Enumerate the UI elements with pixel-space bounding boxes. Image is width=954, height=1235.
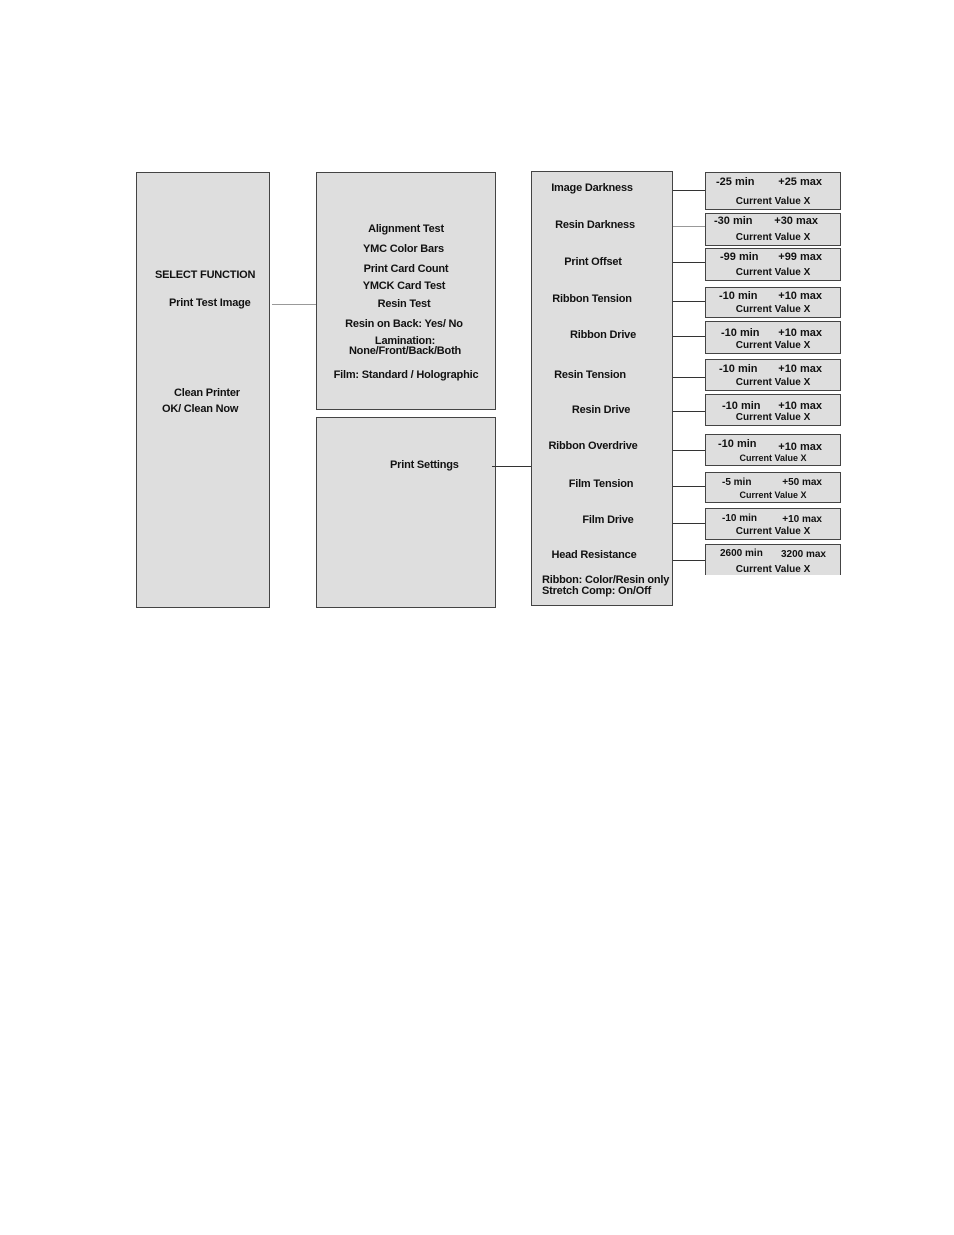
value-min: -10 min — [718, 438, 757, 450]
select-function-label: SELECT FUNCTION — [155, 269, 256, 281]
setting-item[interactable]: Ribbon Drive — [569, 329, 637, 341]
connector-setting-value — [673, 377, 705, 378]
connector-setting-value — [673, 336, 705, 337]
value-current: Current Value X — [739, 453, 807, 463]
print-settings-item[interactable]: Print Settings — [390, 459, 459, 471]
connector-print-settings — [492, 466, 531, 467]
connector-setting-value — [673, 226, 705, 227]
value-box-film-drive — [705, 508, 841, 540]
test-menu-item[interactable]: Resin Test — [377, 298, 431, 310]
value-current: Current Value X — [735, 377, 811, 388]
test-menu-item[interactable]: Film: Standard / Holographic — [333, 369, 479, 381]
value-min: 2600 min — [720, 548, 763, 559]
value-max: +10 max — [778, 290, 822, 302]
value-current: Current Value X — [735, 564, 811, 575]
connector-setting-value — [673, 560, 705, 561]
value-box-resin-darkness — [705, 213, 841, 246]
value-current: Current Value X — [735, 267, 811, 278]
test-menu-item[interactable]: Lamination: — [374, 335, 436, 347]
test-menu-item[interactable]: Print Card Count — [363, 263, 449, 275]
print-settings-panel — [316, 417, 496, 608]
connector-setting-value — [673, 486, 705, 487]
print-test-image-item[interactable]: Print Test Image — [169, 297, 251, 309]
clean-printer-item[interactable]: Clean Printer — [174, 387, 240, 399]
value-min: -5 min — [722, 477, 752, 488]
value-min: -10 min — [722, 400, 761, 412]
test-menu-item[interactable]: None/Front/Back/Both — [348, 345, 462, 357]
setting-item[interactable]: Film Tension — [568, 478, 634, 490]
value-box-print-offset — [705, 248, 841, 281]
connector-setting-value — [673, 301, 705, 302]
value-max: +25 max — [778, 176, 822, 188]
value-max: +10 max — [778, 327, 822, 339]
ok-clean-now-item[interactable]: OK/ Clean Now — [162, 403, 239, 415]
connector-setting-value — [673, 190, 705, 191]
setting-item[interactable]: Ribbon Overdrive — [548, 440, 638, 452]
value-box-ribbon-drive — [705, 321, 841, 354]
test-menu-item[interactable]: Resin on Back: Yes/ No — [345, 318, 463, 330]
test-menu-item[interactable]: Alignment Test — [368, 223, 444, 235]
value-min: -10 min — [721, 327, 760, 339]
value-min: -99 min — [720, 251, 759, 263]
value-max: +99 max — [778, 251, 822, 263]
connector-setting-value — [673, 450, 705, 451]
setting-item[interactable]: Head Resistance — [551, 549, 637, 561]
setting-item[interactable]: Image Darkness — [551, 182, 633, 194]
value-min: -10 min — [722, 513, 758, 524]
value-min: -30 min — [714, 215, 753, 227]
value-current: Current Value X — [735, 526, 811, 537]
test-menu-item[interactable]: YMCK Card Test — [362, 280, 446, 292]
value-box-film-tension — [705, 472, 841, 503]
setting-item[interactable]: Film Drive — [582, 514, 634, 526]
setting-item[interactable]: Resin Darkness — [555, 219, 635, 231]
connector-setting-value — [673, 411, 705, 412]
value-max: 3200 max — [780, 549, 826, 560]
ribbon-mode-item[interactable]: Ribbon: Color/Resin only — [542, 574, 670, 586]
test-menu-item[interactable]: YMC Color Bars — [363, 243, 444, 255]
value-box-resin-drive — [705, 394, 841, 426]
value-max: +10 max — [778, 400, 822, 412]
value-max: +50 max — [782, 477, 822, 488]
stretch-comp-item[interactable]: Stretch Comp: On/Off — [542, 585, 652, 597]
setting-item[interactable]: Resin Tension — [554, 369, 626, 381]
setting-item[interactable]: Ribbon Tension — [552, 293, 632, 305]
value-box-image-darkness — [705, 172, 841, 210]
value-box-ribbon-overdrive — [705, 434, 841, 466]
connector-setting-value — [673, 262, 705, 263]
value-current: Current Value X — [739, 490, 807, 500]
value-max: +30 max — [774, 215, 818, 227]
value-current: Current Value X — [735, 340, 811, 351]
value-max: +10 max — [782, 514, 822, 525]
value-box-ribbon-tension — [705, 287, 841, 318]
value-max: +10 max — [778, 441, 822, 453]
connector-print-test-image — [272, 304, 316, 305]
value-current: Current Value X — [735, 304, 811, 315]
setting-item[interactable]: Resin Drive — [571, 404, 631, 416]
value-current: Current Value X — [735, 412, 811, 423]
connector-setting-value — [673, 523, 705, 524]
value-min: -10 min — [719, 290, 758, 302]
value-min: -10 min — [719, 363, 758, 375]
value-box-head-resistance — [705, 544, 841, 575]
settings-panel — [531, 171, 673, 606]
value-max: +10 max — [778, 363, 822, 375]
value-current: Current Value X — [735, 232, 811, 243]
value-min: -25 min — [716, 176, 755, 188]
value-box-resin-tension — [705, 359, 841, 391]
setting-item[interactable]: Print Offset — [564, 256, 622, 268]
value-current: Current Value X — [735, 196, 811, 207]
